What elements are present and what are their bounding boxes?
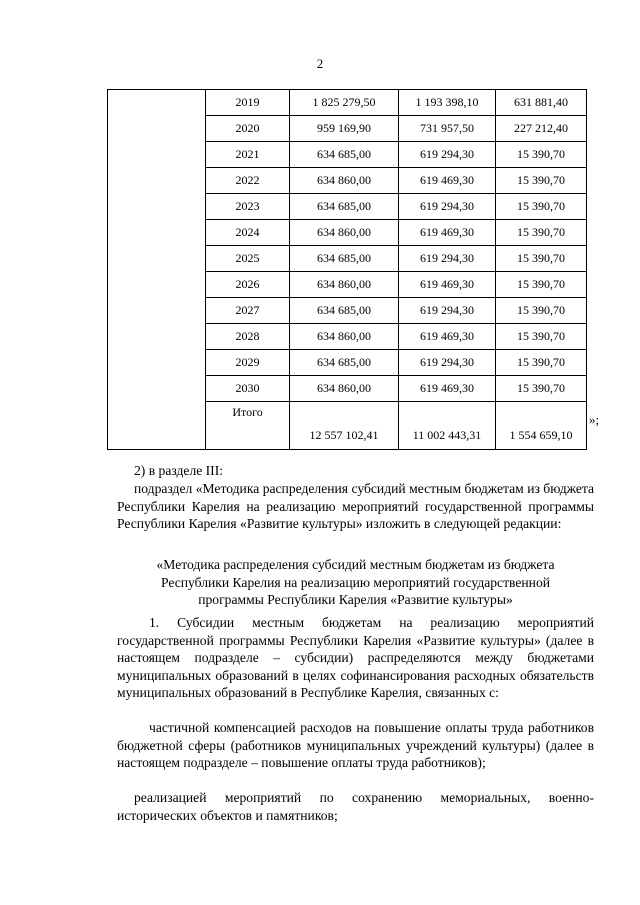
total-cell: 959 169,90 — [290, 116, 399, 142]
total-cell: 634 685,00 — [290, 142, 399, 168]
federal-cell: 15 390,70 — [496, 324, 587, 350]
year-cell: 2019 — [206, 90, 290, 116]
summary-rk-budget-cell: 11 002 443,31 — [399, 402, 496, 450]
paragraph-2: частичной компенсацией расходов на повышение оплаты труда работников бюджетной сферы (работников муниципальных учреждений культуры) (далее в настоящем подразделе – повышение оплаты труда работников); — [117, 720, 594, 770]
summary-total-cell: 12 557 102,41 — [290, 402, 399, 450]
total-cell: 634 860,00 — [290, 272, 399, 298]
year-cell: 2029 — [206, 350, 290, 376]
rk-budget-cell: 619 294,30 — [399, 194, 496, 220]
page-number: 2 — [316, 56, 324, 71]
rk-budget-cell: 619 294,30 — [399, 350, 496, 376]
rk-budget-cell: 619 469,30 — [399, 272, 496, 298]
federal-cell: 15 390,70 — [496, 142, 587, 168]
total-cell: 634 685,00 — [290, 350, 399, 376]
federal-cell: 15 390,70 — [496, 246, 587, 272]
year-cell: 2022 — [206, 168, 290, 194]
federal-cell: 15 390,70 — [496, 220, 587, 246]
year-cell: 2030 — [206, 376, 290, 402]
federal-cell: 227 212,40 — [496, 116, 587, 142]
total-cell: 634 860,00 — [290, 168, 399, 194]
federal-cell: 15 390,70 — [496, 194, 587, 220]
total-cell: 634 685,00 — [290, 194, 399, 220]
subsection-title-line: Республики Карелия на реализацию мероприятий государственной — [160, 574, 551, 590]
year-cell: 2027 — [206, 298, 290, 324]
summary-federal-cell: 1 554 659,10 — [496, 402, 587, 450]
federal-cell: 15 390,70 — [496, 350, 587, 376]
total-cell: 634 685,00 — [290, 246, 399, 272]
year-cell: 2026 — [206, 272, 290, 298]
rk-budget-cell: 619 294,30 — [399, 246, 496, 272]
year-cell: 2025 — [206, 246, 290, 272]
year-cell: 2021 — [206, 142, 290, 168]
federal-cell: 631 881,40 — [496, 90, 587, 116]
rk-budget-cell: 619 469,30 — [399, 324, 496, 350]
rk-budget-cell: 619 469,30 — [399, 376, 496, 402]
paragraph-3: реализацией мероприятий по сохранению мемориальных, военно-исторических объектов и памятников; — [117, 790, 594, 823]
federal-cell: 15 390,70 — [496, 272, 587, 298]
table-row — [108, 90, 587, 116]
item-heading: 2) в разделе III: — [134, 463, 224, 478]
subsection-title-line: «Методика распределения субсидий местным бюджетам из бюджета — [156, 557, 555, 572]
subsection-title — [117, 556, 594, 609]
subsection-title-line: программы Республики Карелия «Развитие культуры» — [198, 592, 513, 607]
rk-budget-cell: 619 469,30 — [399, 168, 496, 194]
federal-cell: 15 390,70 — [496, 298, 587, 324]
rk-budget-cell: 1 193 398,10 — [399, 90, 496, 116]
total-cell: 1 825 279,50 — [290, 90, 399, 116]
summary-label-cell: Итого — [206, 402, 290, 450]
federal-cell: 15 390,70 — [496, 168, 587, 194]
year-cell: 2020 — [206, 116, 290, 142]
total-cell: 634 860,00 — [290, 220, 399, 246]
year-cell: 2023 — [206, 194, 290, 220]
table-closing-mark: »; — [589, 412, 600, 427]
funding-table — [107, 89, 587, 450]
rk-budget-cell: 619 469,30 — [399, 220, 496, 246]
instruction-paragraph: подраздел «Методика распределения субсидий местным бюджетам из бюджета Республики Карелия на реализацию мероприятий государственной программы Республики Карелия «Развитие культуры» изложить в следующей редакции: — [117, 481, 594, 531]
merged-label-cell — [108, 90, 206, 450]
year-cell: 2028 — [206, 324, 290, 350]
year-cell: 2024 — [206, 220, 290, 246]
federal-cell: 15 390,70 — [496, 376, 587, 402]
total-cell: 634 860,00 — [290, 324, 399, 350]
rk-budget-cell: 731 957,50 — [399, 116, 496, 142]
total-cell: 634 685,00 — [290, 298, 399, 324]
total-cell: 634 860,00 — [290, 376, 399, 402]
rk-budget-cell: 619 294,30 — [399, 142, 496, 168]
rk-budget-cell: 619 294,30 — [399, 298, 496, 324]
paragraph-1: 1. Субсидии местным бюджетам на реализацию мероприятий государственной программы Республики Карелия «Развитие культуры» (далее в настоящем подразделе – субсидии) распределяются между бюджетами муниципальных образований в целях софинансирования расходных обязательств муниципальных образований в Республике Карелия, связанных с: — [117, 615, 594, 700]
